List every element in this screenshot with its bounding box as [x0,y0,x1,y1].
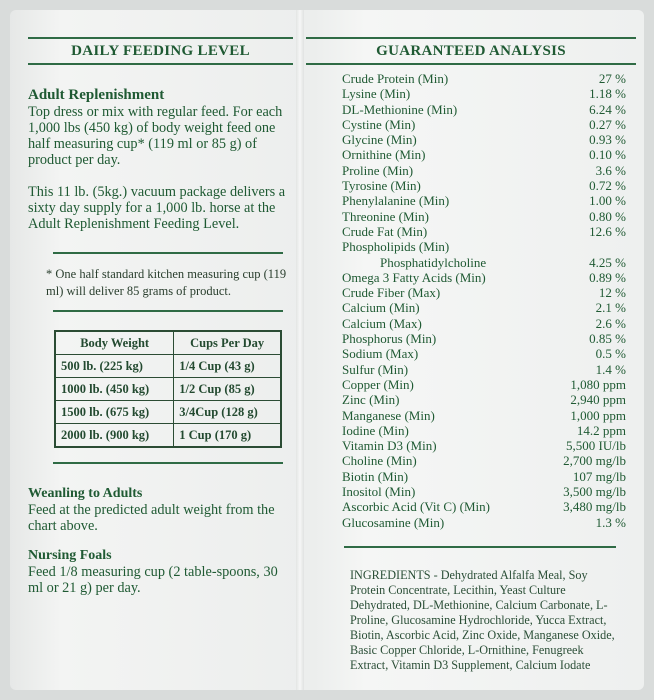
analysis-row [342,102,626,117]
nutrient-value: 1.4 % [595,361,626,377]
nutrient-value: 2.1 % [595,300,626,316]
analysis-row [342,346,626,361]
table-header-cell: Body Weight [55,331,174,355]
analysis-row [342,239,626,254]
nursing-text: Feed 1/8 measuring cup (2 table-spoons, 30 ml or 21 g) per day. [28,564,278,596]
nutrient-name: Omega 3 Fatty Acids (Min) [342,269,486,285]
package-text: This 11 lb. (5kg.) vacuum package delivers a sixty day supply for a 1,000 lb. horse at the Adult Replenishment Feeding Level. [28,184,286,232]
feeding-header: DAILY FEEDING LEVEL [28,37,293,65]
analysis-list [306,71,636,530]
package-fold [296,10,304,690]
analysis-row [342,438,626,453]
weanling-text: Feed at the predicted adult weight from the chart above. [28,502,275,534]
table-cell: 1/2 Cup (85 g) [174,378,281,401]
nutrient-value: 4.25 % [589,254,626,270]
table-row [55,355,281,378]
nutrient-name: Cystine (Min) [342,116,416,132]
analysis-row [342,270,626,285]
nutrient-value: 107 mg/lb [572,468,626,484]
nutrient-value: 3.6 % [595,162,626,178]
analysis-header: GUARANTEED ANALYSIS [306,37,636,65]
nutrient-name: Phospholipids (Min) [342,239,450,255]
nutrient-name: Proline (Min) [342,162,414,178]
table-row [55,378,281,401]
nutrient-value: 2.6 % [595,315,626,331]
nutrient-name: Lysine (Min) [342,86,411,102]
table-cell: 1/4 Cup (43 g) [174,355,281,378]
nutrient-value: 6.24 % [589,101,626,117]
footnote: * One half standard kitchen measuring cup (119 ml) will deliver 85 grams of product. [46,267,287,298]
analysis-column [306,37,636,673]
nutrient-value: 0.72 % [589,178,626,194]
nutrient-value: 12.6 % [589,223,626,239]
analysis-row [342,300,626,315]
nutrient-value: 0.10 % [589,147,626,163]
nutrient-name: Phosphatidylcholine [380,254,487,270]
nutrient-name: Threonine (Min) [342,208,430,224]
table-header-row [55,331,281,355]
nutrient-name: Vitamin D3 (Min) [342,438,437,454]
nutrient-name: Crude Fat (Min) [342,223,428,239]
table-cell: 500 lb. (225 kg) [55,355,174,378]
nutrient-name: Phosphorus (Min) [342,331,437,347]
nutrient-value: 1,000 ppm [570,407,626,423]
analysis-row [342,163,626,178]
nutrient-value: 0.93 % [589,132,626,148]
analysis-row [342,209,626,224]
analysis-row [342,515,626,530]
adult-title: Adult Replenishment [28,87,165,103]
nutrient-name: Manganese (Min) [342,407,435,423]
nutrient-value: 5,500 IU/lb [566,438,626,454]
nutrient-value: 12 % [598,285,626,301]
nutrient-name: Ornithine (Min) [342,147,426,163]
analysis-row [342,71,626,86]
nutrient-value: 1.18 % [589,86,626,102]
nutrient-name: Phenylalanine (Min) [342,193,450,209]
nutrient-value: 1.3 % [595,514,626,530]
table-row [55,401,281,424]
nutrient-name: Calcium (Max) [342,315,422,331]
nutrient-name: Inositol (Min) [342,484,416,500]
adult-text: Top dress or mix with regular feed. For each 1,000 lbs (450 kg) of body weight feed one half measuring cup* (119 ml or 85 g) of product per day. [28,104,283,168]
nutrient-name: Glucosamine (Min) [342,514,445,530]
analysis-row [342,86,626,101]
nutrient-value: 0.27 % [589,116,626,132]
nutrient-name: Ascorbic Acid (Vit C) (Min) [342,499,490,515]
nutrient-value: 27 % [598,71,626,86]
nutrient-name: Biotin (Min) [342,468,409,484]
nutrient-value: 14.2 ppm [576,422,626,438]
analysis-row [342,484,626,499]
analysis-row [342,377,626,392]
nutrient-name: Choline (Min) [342,453,417,469]
analysis-row [342,132,626,147]
ingredients-text: INGREDIENTS - Dehydrated Alfalfa Meal, Soy Protein Concentrate, Lecithin, Yeast Culture Dehydrated, DL-Methionine, Calcium Carbonate, L-Proline, Glucosamine Hydrochloride, Yucca Extract, Biotin, Ascorbic Acid, Zinc Oxide, Manganese Oxide, Basic Copper Chloride, L-Ornithine, Fenugreek Extract, Vitamin D3 Supplement, Calcium Iodate [350,567,615,672]
nutrient-name: Zinc (Min) [342,392,400,408]
analysis-row [342,316,626,331]
nutrient-name: Tyrosine (Min) [342,178,421,194]
analysis-row [342,224,626,239]
nutrient-value: 1,080 ppm [570,376,626,392]
nutrient-name: Copper (Min) [342,376,414,392]
nutrient-value: 3,500 mg/lb [563,484,626,500]
nutrient-name: Sodium (Max) [342,346,419,362]
analysis-row [342,285,626,300]
nutrient-name: Sulfur (Min) [342,361,409,377]
nutrient-value: 2,940 ppm [570,392,626,408]
table-header-cell: Cups Per Day [174,331,281,355]
nutrient-value: 1.00 % [589,193,626,209]
analysis-row [342,499,626,514]
analysis-row [342,178,626,193]
nutrient-name: Calcium (Min) [342,300,420,316]
nutrient-name: Crude Fiber (Max) [342,285,441,301]
nutrient-name: Iodine (Min) [342,422,409,438]
analysis-row [342,469,626,484]
nutrient-value: 0.80 % [589,208,626,224]
feeding-table [54,330,282,448]
nutrient-value: 2,700 mg/lb [563,453,626,469]
analysis-row [342,362,626,377]
table-row [55,424,281,448]
analysis-row [342,392,626,407]
nursing-title: Nursing Foals [28,548,112,563]
nutrient-value: 0.5 % [595,346,626,362]
table-cell: 3/4Cup (128 g) [174,401,281,424]
nutrient-name: Glycine (Min) [342,132,417,148]
analysis-row [342,193,626,208]
table-cell: 1 Cup (170 g) [174,424,281,448]
analysis-row [342,453,626,468]
table-cell: 2000 lb. (900 kg) [55,424,174,448]
nutrient-value: 0.89 % [589,269,626,285]
analysis-row [342,408,626,423]
nutrient-value: 3,480 mg/lb [563,499,626,515]
nutrient-name: DL-Methionine (Min) [342,101,458,117]
nutrient-name: Crude Protein (Min) [342,71,449,86]
weanling-title: Weanling to Adults [28,486,143,501]
analysis-row [342,255,626,270]
feeding-column [28,37,293,596]
table-cell: 1000 lb. (450 kg) [55,378,174,401]
analysis-row [342,147,626,162]
analysis-row [342,331,626,346]
analysis-row [342,423,626,438]
table-cell: 1500 lb. (675 kg) [55,401,174,424]
analysis-row [342,117,626,132]
nutrient-value: 0.85 % [589,331,626,347]
brand-logo [10,478,22,568]
